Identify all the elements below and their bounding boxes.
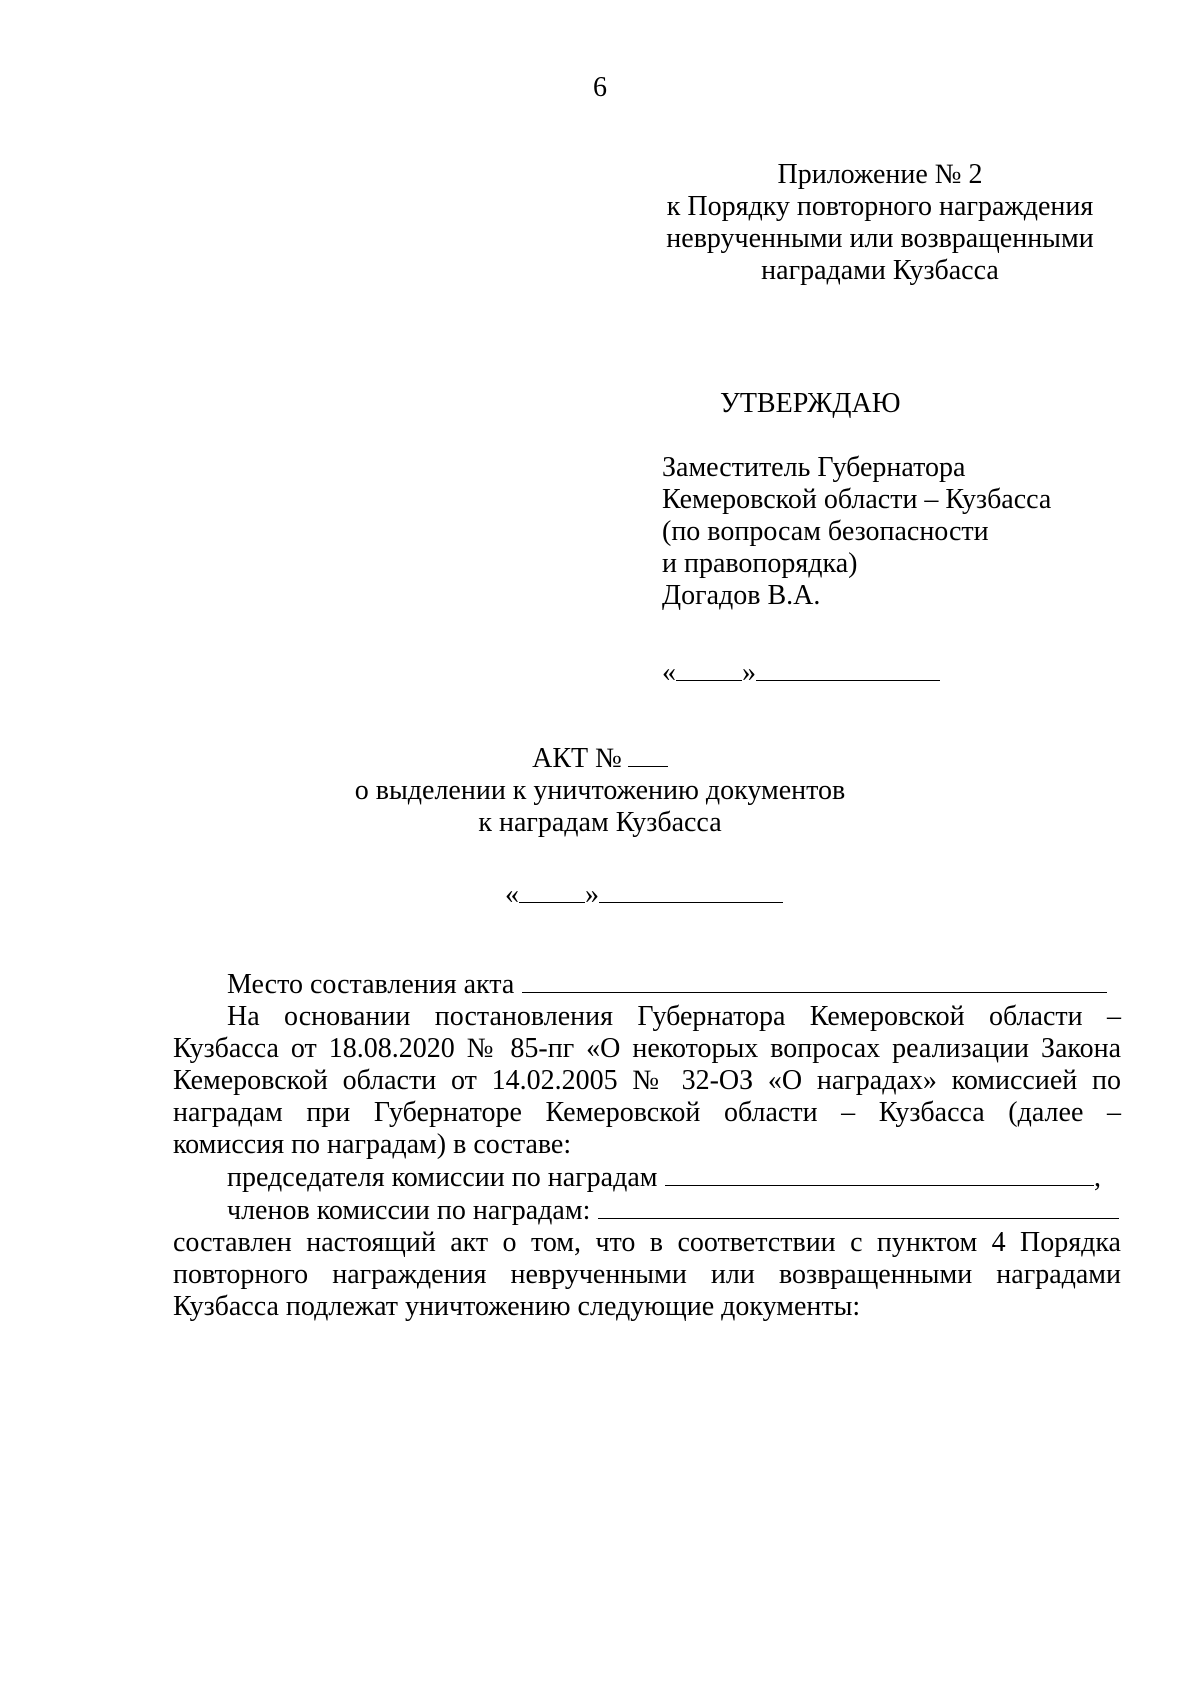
page-number: 6	[593, 72, 607, 103]
appendix-line: Приложение № 2	[777, 159, 983, 190]
approval-title: УТВЕРЖДАЮ	[720, 388, 901, 419]
quote-close: »	[742, 657, 756, 688]
act-subtitle-line: о выделении к уничтожению документов	[354, 775, 846, 806]
approval-date-field[interactable]	[662, 654, 940, 689]
paragraph-line: составлен настоящий акт о том, что в соответствии с пунктом 4 Порядка	[173, 1227, 1121, 1258]
paragraph-line: комиссия по наградам) в составе:	[173, 1129, 572, 1160]
chair-label: председателя комиссии по наградам	[227, 1162, 658, 1193]
approver-line: и правопорядка)	[662, 548, 858, 579]
paragraph-line: Кузбасса подлежат уничтожению следующие документы:	[173, 1291, 861, 1322]
act-title-block	[0, 740, 1200, 839]
approver-line: (по вопросам безопасности	[662, 516, 989, 547]
place-line	[173, 968, 1107, 1001]
appendix-line: к Порядку повторного награждения	[666, 191, 1094, 222]
paragraph-line: Кузбасса от 18.08.2020 № 85-пг «О некоторых вопросах реализации Закона	[173, 1033, 1121, 1064]
chair-line	[173, 1161, 1101, 1194]
appendix-line: неврученными или возвращенными	[666, 223, 1094, 254]
act-subtitle-line: к наградам Кузбасса	[478, 807, 722, 838]
act-body	[173, 968, 1121, 1323]
act-title: АКТ №	[532, 743, 622, 774]
members-line	[173, 1194, 1119, 1227]
paragraph-line: повторного награждения неврученными или возвращенными наградами	[173, 1259, 1121, 1290]
quote-open: «	[662, 657, 676, 688]
place-label: Место составления акта	[227, 969, 515, 1000]
approver-line: Кемеровской области – Кузбасса	[662, 484, 1052, 515]
quote-close: »	[585, 879, 599, 910]
paragraph-line: Кемеровской области от 14.02.2005 № 32-ОЗ «О наградах» комиссией по	[173, 1065, 1121, 1096]
place-blank[interactable]	[522, 968, 1107, 993]
day-blank[interactable]	[676, 654, 742, 681]
paragraph-line: На основании постановления Губернатора Кемеровской области –	[227, 1001, 1121, 1032]
members-blank[interactable]	[598, 1194, 1119, 1219]
approver-block	[662, 452, 1122, 612]
appendix-header	[640, 159, 1120, 287]
day-blank[interactable]	[519, 876, 585, 903]
members-label: членов комиссии по наградам:	[227, 1195, 591, 1226]
chair-comma: ,	[1094, 1162, 1101, 1193]
act-date-field[interactable]	[505, 876, 783, 911]
quote-open: «	[505, 879, 519, 910]
month-year-blank[interactable]	[756, 654, 940, 681]
appendix-line: наградами Кузбасса	[761, 255, 999, 286]
approver-line: Заместитель Губернатора	[662, 452, 966, 483]
month-year-blank[interactable]	[599, 876, 783, 903]
chair-blank[interactable]	[665, 1161, 1094, 1186]
approver-name: Догадов В.А.	[662, 580, 821, 611]
paragraph-line: наградам при Губернаторе Кемеровской области – Кузбасса (далее –	[173, 1097, 1121, 1128]
act-number-blank[interactable]	[628, 740, 668, 767]
act-title-line	[0, 740, 1200, 775]
